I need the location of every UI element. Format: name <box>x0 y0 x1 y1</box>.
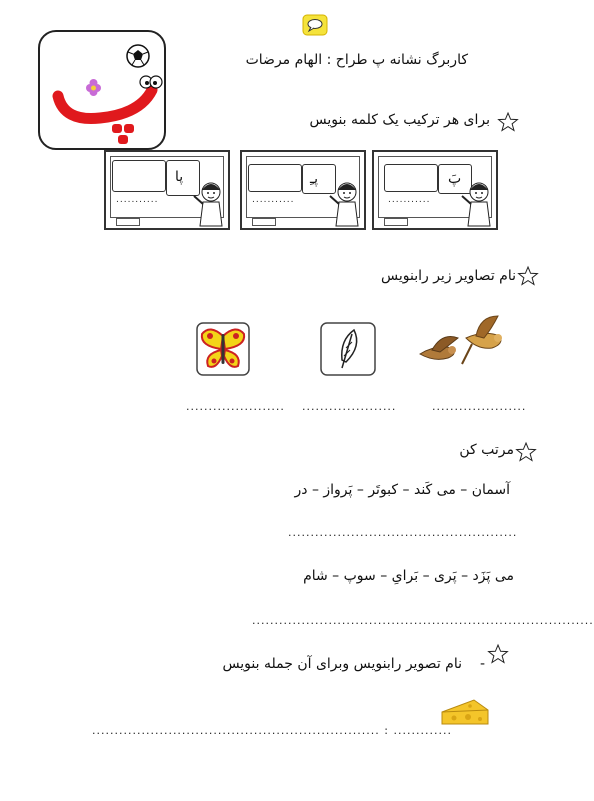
star-icon <box>516 442 536 462</box>
letter-pe-illustration <box>40 32 164 148</box>
board-panel-2 <box>240 150 366 230</box>
star-icon <box>518 266 538 286</box>
cheese-picture <box>440 698 490 726</box>
bird-icon <box>462 316 502 364</box>
answer-dots: ........... <box>116 195 159 205</box>
answer-card[interactable] <box>112 160 166 205</box>
star-icon <box>488 644 508 664</box>
section4-dash: - <box>480 656 486 672</box>
answer-line-sentence-1[interactable]: ................................................... <box>288 526 518 539</box>
feather-picture <box>320 322 376 376</box>
speech-bubble-icon <box>302 14 328 36</box>
section3-heading: مرتب کن <box>459 442 514 458</box>
answer-line-sentence-2[interactable]: ............................................................................ <box>252 614 594 627</box>
soccer-ball-icon <box>127 45 149 67</box>
answer-dots: ........... <box>252 195 295 205</box>
letter-combo: پَ <box>448 171 462 187</box>
answer-line-birds[interactable]: ..................... <box>432 400 527 413</box>
answer-dots: ........... <box>388 195 431 205</box>
worksheet-title: کاربرگ نشانه پ طراح : الهام مرضات <box>245 52 468 68</box>
section2-heading: نام تصاویر زیر رابنویس <box>381 268 516 284</box>
butterfly-picture <box>196 322 250 376</box>
sparrows-picture <box>418 314 508 368</box>
section4-heading: نام تصویر رابنویس وبرای آن جمله بنویس <box>222 656 462 672</box>
star-icon <box>498 112 518 132</box>
teacher-girl-icon <box>194 180 228 228</box>
board-panel-3 <box>372 150 498 230</box>
scrambled-sentence-2: می پَزَد – پَری – بَرایِ – سوپ – شام <box>303 568 514 584</box>
answer-line-butterfly[interactable]: ...................... <box>186 400 285 413</box>
answer-line-sentence-cheese[interactable]: ................................................................ : ............. <box>92 724 452 737</box>
answer-card[interactable] <box>384 164 438 205</box>
flower-icon <box>86 79 101 96</box>
teacher-girl-icon <box>330 180 364 228</box>
answer-card[interactable] <box>248 164 302 205</box>
letter-combo: پـِ <box>310 171 318 187</box>
bird-icon <box>420 337 458 360</box>
board-panel-1 <box>104 150 230 230</box>
teacher-girl-icon <box>462 180 496 228</box>
letter-logo-card <box>38 30 166 150</box>
scrambled-sentence-1: آسمان – می کَند – کبوتَر – پَرواز – در <box>294 482 510 498</box>
section1-heading: برای هر ترکیب یک کلمه بنویس <box>309 112 490 128</box>
answer-line-feather[interactable]: ..................... <box>302 400 397 413</box>
letter-combo: پا <box>175 169 184 185</box>
